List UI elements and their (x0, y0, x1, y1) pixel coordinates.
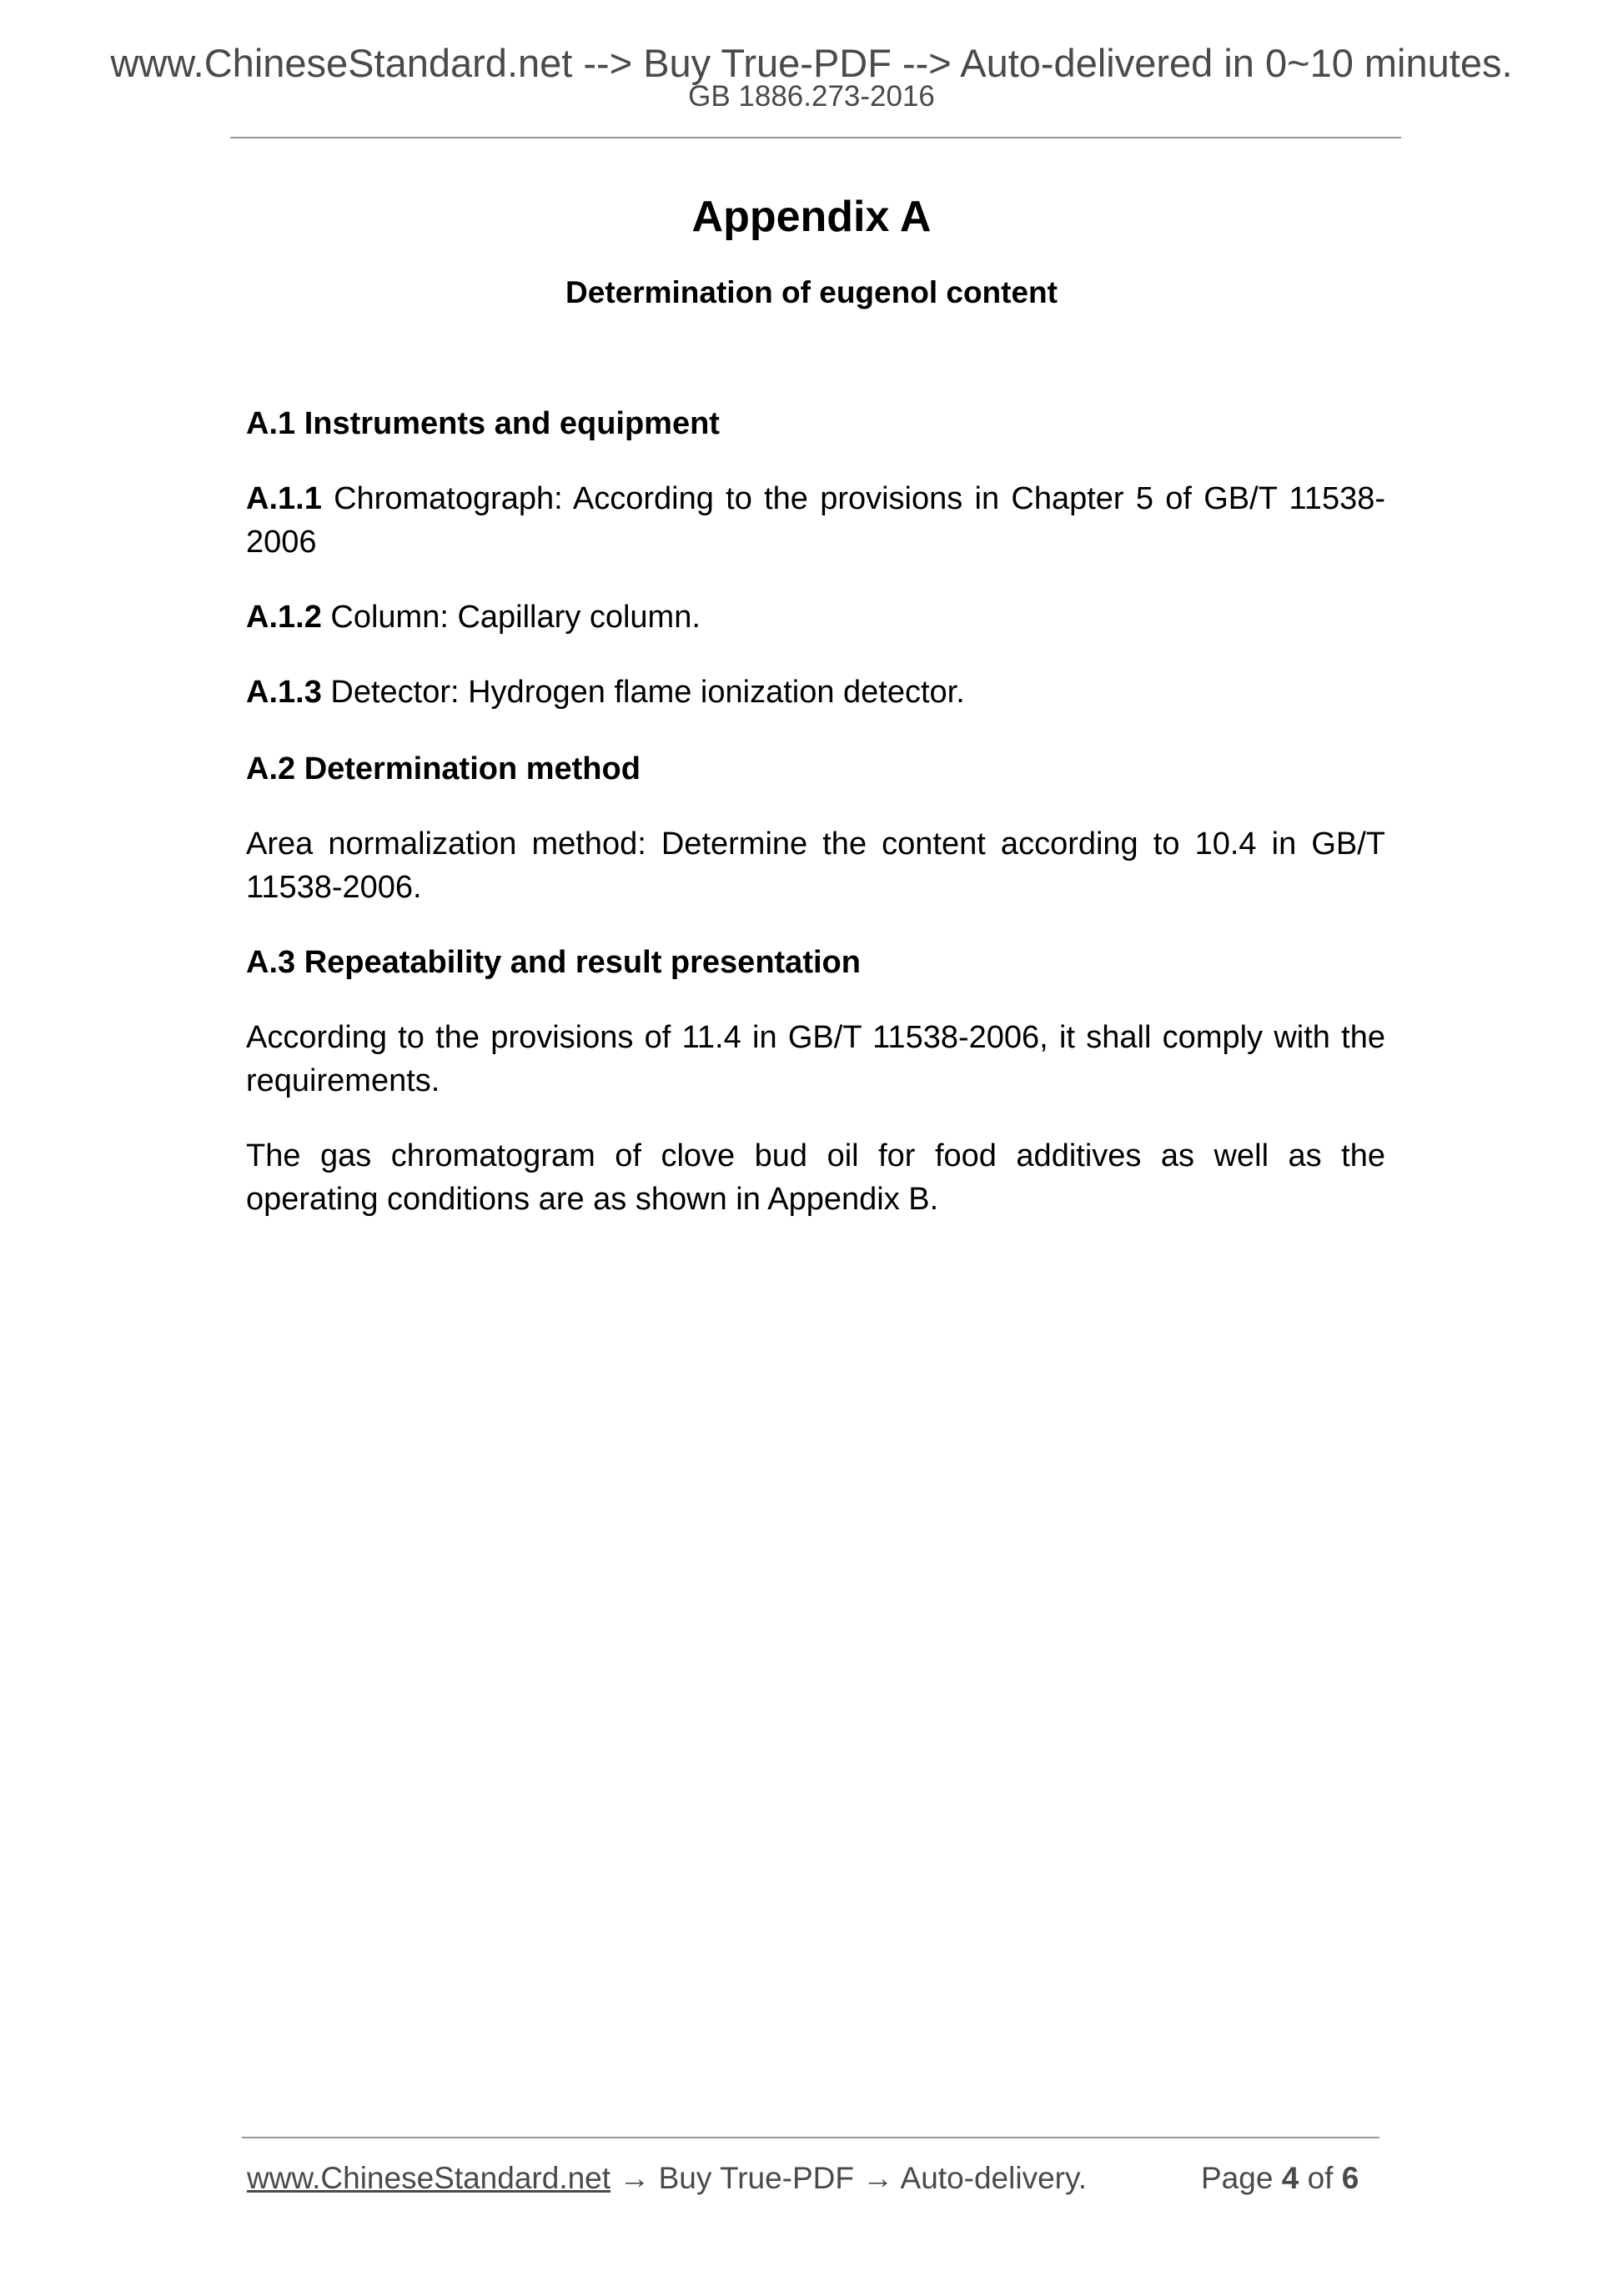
section-a2-heading: A.2 Determination method (246, 751, 641, 786)
page-indicator (1201, 2160, 1359, 2197)
clause-a1-3-text: Detector: Hydrogen flame ionization detector. (330, 675, 965, 710)
clause-a1-1-text: Chromatograph: According to the provisions in Chapter 5 of GB/T 11538-2006 (246, 481, 1386, 560)
section-a2-text: Area normalization method: Determine the content according to 10.4 in GB/T 11538-2006. (246, 826, 1385, 905)
section-a3-paragraph-2: The gas chromatogram of clove bud oil for food additives as well as the operating conditions are as shown in Appendix B. (246, 1138, 1385, 1217)
clause-a1-3 (246, 671, 1385, 714)
document-number: GB 1886.273-2016 (688, 80, 935, 113)
page-subtitle: Determination of eugenol content (565, 275, 1058, 309)
section-a3-heading: A.3 Repeatability and result presentation (246, 945, 861, 980)
footer-delivery-text: Auto-delivery. (900, 2161, 1088, 2195)
page-title: Appendix A (691, 193, 932, 241)
footer-buy-text: Buy True-PDF (658, 2161, 855, 2195)
clause-a1-3-label: A.1.3 (246, 675, 322, 710)
header-divider (230, 137, 1401, 138)
clause-a1-1-label: A.1.1 (246, 481, 322, 516)
clause-a1-2-text: Column: Capillary column. (330, 600, 701, 635)
footer-promo (247, 2160, 1087, 2197)
clause-a1-2-label: A.1.2 (246, 600, 322, 635)
footer-divider (242, 2137, 1379, 2138)
site-banner: www.ChineseStandard.net --> Buy True-PDF --> Auto-delivered in 0~10 minutes. (110, 41, 1513, 85)
section-a3-paragraph-1: According to the provisions of 11.4 in GB/T 11538-2006, it shall comply with the requirements. (246, 1020, 1385, 1098)
arrow-right-icon: → (862, 2161, 894, 2195)
clause-a1-1 (246, 477, 1385, 564)
page-of-label: of (1307, 2161, 1334, 2195)
page-current: 4 (1281, 2161, 1299, 2195)
section-a1-heading: A.1 Instruments and equipment (246, 406, 720, 441)
footer-site-link[interactable]: www.ChineseStandard.net (247, 2161, 611, 2195)
page-label: Page (1201, 2161, 1274, 2195)
page-total: 6 (1341, 2161, 1359, 2195)
clause-a1-2 (246, 595, 1385, 639)
arrow-right-icon: → (619, 2161, 651, 2195)
